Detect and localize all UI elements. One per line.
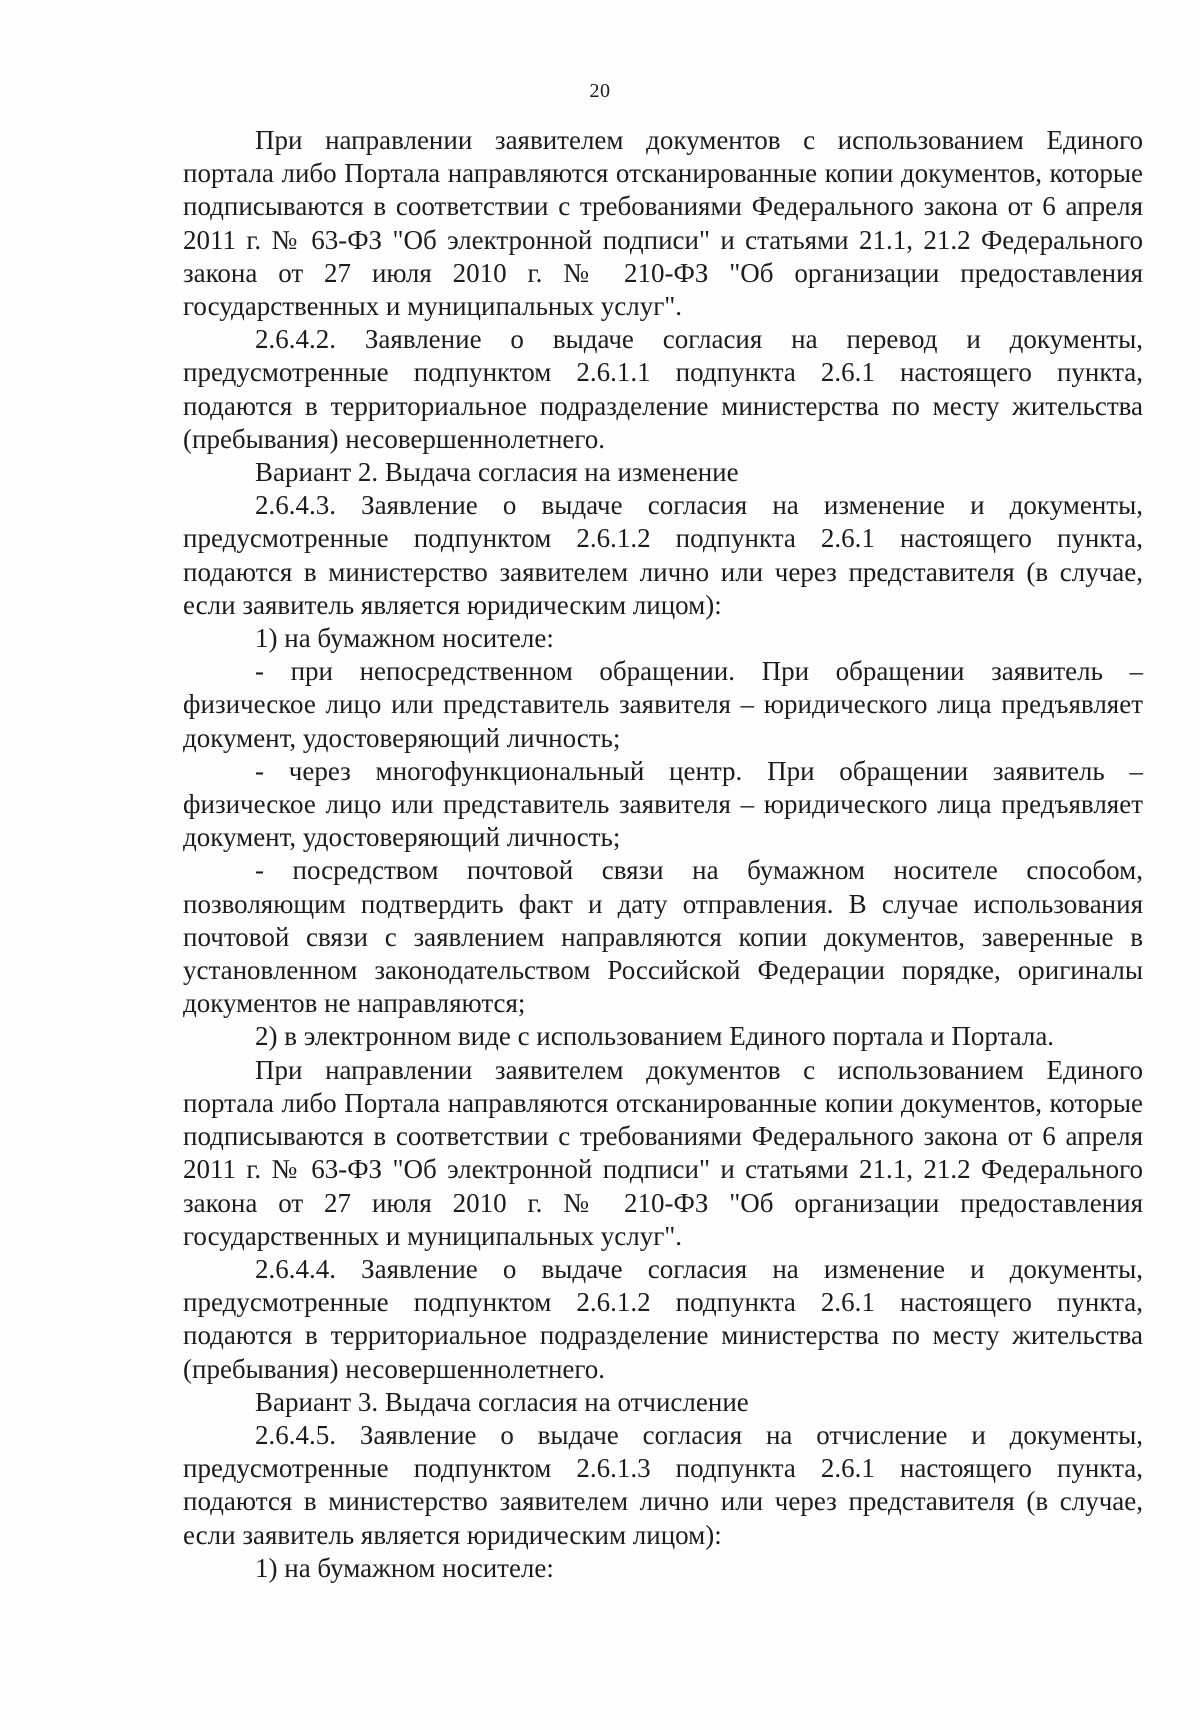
list-item-postal: - посредством почтовой связи на бумажном носителе способом, позволяющим подтвердить факт и дату отправления. В случае использования почтовой связи с заявлением направляются копии документов, заверенные в установленном законодательством Российской Федерации порядке, оригиналы документов не направляются; bbox=[183, 855, 1143, 1019]
paragraph-2-6-4-5: 2.6.4.5. Заявление о выдаче согласия на отчисление и документы, предусмотренные подпунктом 2.6.1.3 подпункта 2.6.1 настоящего пункта, подаются в министерство заявителем лично или через представителя (в случае, если заявитель является юридическим лицом): bbox=[183, 1419, 1143, 1550]
heading-variant-3: Вариант 3. Выдача согласия на отчисление bbox=[255, 1386, 749, 1417]
paragraph-2-6-4-2: 2.6.4.2. Заявление о выдаче согласия на перевод и документы, предусмотренные подпунктом 2.6.1.1 подпункта 2.6.1 настоящего пункта, подаются в территориальное подразделение министерства по месту жительства (пребывания) несовершеннолетнего. bbox=[183, 324, 1143, 454]
list-item-paper-medium-2: 1) на бумажном носителе: bbox=[255, 1552, 554, 1583]
list-item-paper-medium: 1) на бумажном носителе: bbox=[255, 623, 554, 654]
list-item-multifunctional-center: - через многофункциональный центр. При обращении заявитель – физическое лицо или представитель заявителя – юридического лица предъявляет документ, удостоверяющий личность; bbox=[183, 755, 1143, 853]
heading-variant-2: Вариант 2. Выдача согласия на изменение bbox=[255, 457, 739, 488]
document-body bbox=[183, 124, 1143, 1585]
paragraph-2-6-4-4: 2.6.4.4. Заявление о выдаче согласия на изменение и документы, предусмотренные подпунктом 2.6.1.2 подпункта 2.6.1 настоящего пункта, подаются в территориальное подразделение министерства по месту жительства (пребывания) несовершеннолетнего. bbox=[183, 1253, 1143, 1384]
paragraph-electronic-submission-note-2: При направлении заявителем документов с использованием Единого портала либо Портала направляются отсканированные копии документов, которые подписываются в соответствии с требованиями Федерального закона от 6 апреля 2011 г. № 63-ФЗ "Об электронной подписи" и статьями 21.1, 21.2 Федерального закона от 27 июля 2010 г. № 210-ФЗ "Об организации предоставления государственных и муниципальных услуг". bbox=[183, 1054, 1143, 1251]
list-item-electronic: 2) в электронном виде с использованием Единого портала и Портала. bbox=[255, 1021, 1055, 1052]
list-item-direct-appeal: - при непосредственном обращении. При обращении заявитель – физическое лицо или представитель заявителя – юридического лица предъявляет документ, удостоверяющий личность; bbox=[183, 656, 1143, 753]
paragraph-2-6-4-3: 2.6.4.3. Заявление о выдаче согласия на изменение и документы, предусмотренные подпунктом 2.6.1.2 подпункта 2.6.1 настоящего пункта, подаются в министерство заявителем лично или через представителя (в случае, если заявитель является юридическим лицом): bbox=[183, 490, 1143, 620]
page-number: 20 bbox=[589, 80, 611, 102]
paragraph-electronic-submission-note: При направлении заявителем документов с использованием Единого портала либо Портала направляются отсканированные копии документов, которые подписываются в соответствии с требованиями Федерального закона от 6 апреля 2011 г. № 63-ФЗ "Об электронной подписи" и статьями 21.1, 21.2 Федерального закона от 27 июля 2010 г. № 210-ФЗ "Об организации предоставления государственных и муниципальных услуг". bbox=[183, 125, 1143, 322]
